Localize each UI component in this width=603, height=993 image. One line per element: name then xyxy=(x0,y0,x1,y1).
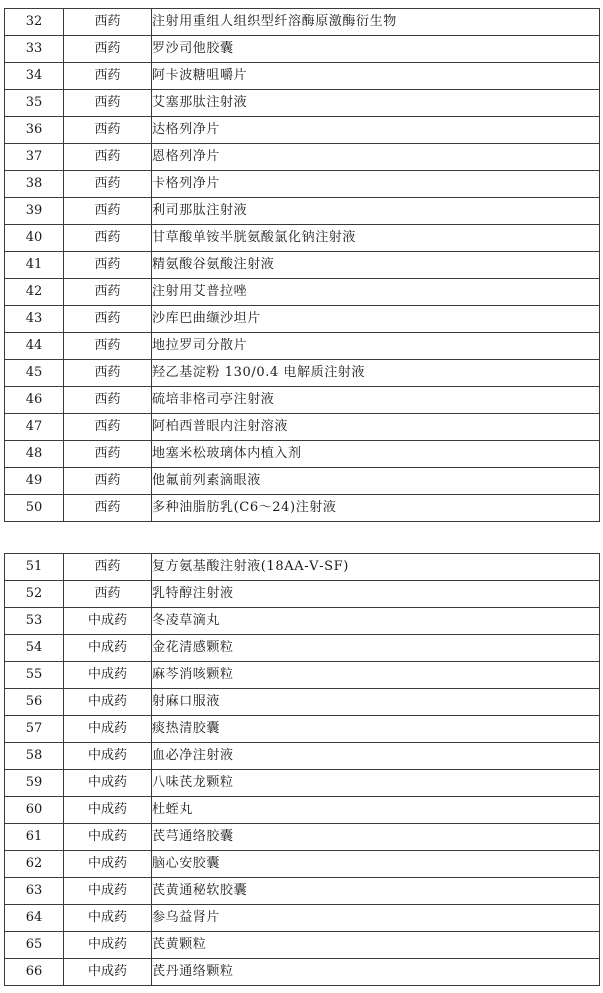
drug-category-cell: 中成药 xyxy=(64,770,152,797)
drug-name-cell: 八味芪龙颗粒 xyxy=(152,770,600,797)
row-number-cell: 42 xyxy=(5,279,64,306)
row-number-cell: 63 xyxy=(5,878,64,905)
drug-name-cell: 痰热清胶囊 xyxy=(152,716,600,743)
drug-category-cell: 中成药 xyxy=(64,824,152,851)
drug-name-cell: 射麻口服液 xyxy=(152,689,600,716)
drug-category-cell: 中成药 xyxy=(64,797,152,824)
drug-category-cell: 西药 xyxy=(64,333,152,360)
drug-category-cell: 西药 xyxy=(64,63,152,90)
drug-name-cell: 羟乙基淀粉 130/0.4 电解质注射液 xyxy=(152,360,600,387)
table-row xyxy=(5,306,600,333)
table-row xyxy=(5,743,600,770)
drug-name-cell: 冬凌草滴丸 xyxy=(152,608,600,635)
drug-category-cell: 西药 xyxy=(64,360,152,387)
drug-category-cell: 西药 xyxy=(64,171,152,198)
drug-category-cell: 西药 xyxy=(64,279,152,306)
drug-name-cell: 金花清感颗粒 xyxy=(152,635,600,662)
drug-name-cell: 复方氨基酸注射液(18AA-Ⅴ-SF) xyxy=(152,554,600,581)
row-number-cell: 48 xyxy=(5,441,64,468)
table-row xyxy=(5,333,600,360)
drug-category-cell: 西药 xyxy=(64,468,152,495)
drug-name-cell: 注射用重组人组织型纤溶酶原激酶衍生物 xyxy=(152,9,600,36)
row-number-cell: 39 xyxy=(5,198,64,225)
row-number-cell: 54 xyxy=(5,635,64,662)
drug-category-cell: 中成药 xyxy=(64,959,152,986)
row-number-cell: 59 xyxy=(5,770,64,797)
row-number-cell: 36 xyxy=(5,117,64,144)
table-row xyxy=(5,495,600,522)
drug-name-cell: 阿卡波糖咀嚼片 xyxy=(152,63,600,90)
drug-category-cell: 西药 xyxy=(64,144,152,171)
row-number-cell: 60 xyxy=(5,797,64,824)
table-row xyxy=(5,225,600,252)
drug-category-cell: 西药 xyxy=(64,36,152,63)
drug-name-cell: 甘草酸单铵半胱氨酸氯化钠注射液 xyxy=(152,225,600,252)
row-number-cell: 44 xyxy=(5,333,64,360)
drug-name-cell: 达格列净片 xyxy=(152,117,600,144)
row-number-cell: 58 xyxy=(5,743,64,770)
table-row xyxy=(5,9,600,36)
drug-category-cell: 中成药 xyxy=(64,932,152,959)
row-number-cell: 47 xyxy=(5,414,64,441)
table-row xyxy=(5,689,600,716)
table-row xyxy=(5,635,600,662)
table-row xyxy=(5,252,600,279)
drug-name-cell: 注射用艾普拉唑 xyxy=(152,279,600,306)
table-row xyxy=(5,198,600,225)
drug-name-cell: 芪芎通络胶囊 xyxy=(152,824,600,851)
drug-category-cell: 中成药 xyxy=(64,905,152,932)
drug-category-cell: 中成药 xyxy=(64,878,152,905)
row-number-cell: 56 xyxy=(5,689,64,716)
row-number-cell: 61 xyxy=(5,824,64,851)
drug-name-cell: 地塞米松玻璃体内植入剂 xyxy=(152,441,600,468)
table-row xyxy=(5,716,600,743)
drug-category-cell: 西药 xyxy=(64,225,152,252)
drug-name-cell: 阿柏西普眼内注射溶液 xyxy=(152,414,600,441)
drug-category-cell: 西药 xyxy=(64,9,152,36)
drug-name-cell: 芪黄颗粒 xyxy=(152,932,600,959)
drug-name-cell: 罗沙司他胶囊 xyxy=(152,36,600,63)
table-row xyxy=(5,581,600,608)
table-row xyxy=(5,90,600,117)
table-row xyxy=(5,117,600,144)
drug-table-lower-body xyxy=(5,554,600,986)
row-number-cell: 37 xyxy=(5,144,64,171)
row-number-cell: 64 xyxy=(5,905,64,932)
drug-name-cell: 利司那肽注射液 xyxy=(152,198,600,225)
drug-name-cell: 沙库巴曲缬沙坦片 xyxy=(152,306,600,333)
drug-name-cell: 乳特醇注射液 xyxy=(152,581,600,608)
row-number-cell: 51 xyxy=(5,554,64,581)
drug-category-cell: 中成药 xyxy=(64,689,152,716)
table-row xyxy=(5,797,600,824)
drug-category-cell: 西药 xyxy=(64,414,152,441)
row-number-cell: 40 xyxy=(5,225,64,252)
row-number-cell: 52 xyxy=(5,581,64,608)
row-number-cell: 38 xyxy=(5,171,64,198)
table-row xyxy=(5,414,600,441)
drug-table-upper xyxy=(4,8,600,522)
drug-category-cell: 中成药 xyxy=(64,635,152,662)
drug-category-cell: 中成药 xyxy=(64,662,152,689)
table-row xyxy=(5,932,600,959)
drug-name-cell: 地拉罗司分散片 xyxy=(152,333,600,360)
drug-name-cell: 多种油脂肪乳(C6～24)注射液 xyxy=(152,495,600,522)
drug-category-cell: 西药 xyxy=(64,90,152,117)
table-row xyxy=(5,770,600,797)
table-row xyxy=(5,554,600,581)
drug-table-upper-body xyxy=(5,9,600,522)
table-row xyxy=(5,878,600,905)
drug-name-cell: 恩格列净片 xyxy=(152,144,600,171)
table-row xyxy=(5,279,600,306)
row-number-cell: 57 xyxy=(5,716,64,743)
row-number-cell: 55 xyxy=(5,662,64,689)
drug-name-cell: 参乌益肾片 xyxy=(152,905,600,932)
table-row xyxy=(5,360,600,387)
drug-name-cell: 硫培非格司亭注射液 xyxy=(152,387,600,414)
drug-category-cell: 西药 xyxy=(64,387,152,414)
drug-category-cell: 中成药 xyxy=(64,716,152,743)
row-number-cell: 65 xyxy=(5,932,64,959)
drug-name-cell: 麻芩消咳颗粒 xyxy=(152,662,600,689)
row-number-cell: 41 xyxy=(5,252,64,279)
drug-category-cell: 西药 xyxy=(64,581,152,608)
table-row xyxy=(5,144,600,171)
drug-category-cell: 西药 xyxy=(64,554,152,581)
table-row xyxy=(5,441,600,468)
table-row xyxy=(5,387,600,414)
drug-category-cell: 中成药 xyxy=(64,608,152,635)
table-row xyxy=(5,608,600,635)
table-row xyxy=(5,36,600,63)
table-row xyxy=(5,905,600,932)
drug-name-cell: 芪黄通秘软胶囊 xyxy=(152,878,600,905)
drug-name-cell: 血必净注射液 xyxy=(152,743,600,770)
row-number-cell: 50 xyxy=(5,495,64,522)
row-number-cell: 34 xyxy=(5,63,64,90)
drug-category-cell: 西药 xyxy=(64,495,152,522)
drug-category-cell: 西药 xyxy=(64,441,152,468)
row-number-cell: 33 xyxy=(5,36,64,63)
table-row xyxy=(5,63,600,90)
row-number-cell: 32 xyxy=(5,9,64,36)
drug-name-cell: 他氟前列素滴眼液 xyxy=(152,468,600,495)
drug-category-cell: 西药 xyxy=(64,306,152,333)
drug-name-cell: 精氨酸谷氨酸注射液 xyxy=(152,252,600,279)
table-row xyxy=(5,171,600,198)
drug-name-cell: 脑心安胶囊 xyxy=(152,851,600,878)
table-row xyxy=(5,959,600,986)
table-row xyxy=(5,824,600,851)
row-number-cell: 46 xyxy=(5,387,64,414)
row-number-cell: 35 xyxy=(5,90,64,117)
drug-category-cell: 西药 xyxy=(64,198,152,225)
drug-name-cell: 芪丹通络颗粒 xyxy=(152,959,600,986)
table-row xyxy=(5,468,600,495)
drug-category-cell: 西药 xyxy=(64,252,152,279)
table-row xyxy=(5,662,600,689)
row-number-cell: 62 xyxy=(5,851,64,878)
drug-table-lower xyxy=(4,553,600,986)
row-number-cell: 45 xyxy=(5,360,64,387)
row-number-cell: 49 xyxy=(5,468,64,495)
drug-name-cell: 卡格列净片 xyxy=(152,171,600,198)
row-number-cell: 66 xyxy=(5,959,64,986)
drug-category-cell: 中成药 xyxy=(64,743,152,770)
drug-category-cell: 西药 xyxy=(64,117,152,144)
drug-category-cell: 中成药 xyxy=(64,851,152,878)
drug-name-cell: 杜蛭丸 xyxy=(152,797,600,824)
row-number-cell: 43 xyxy=(5,306,64,333)
drug-name-cell: 艾塞那肽注射液 xyxy=(152,90,600,117)
row-number-cell: 53 xyxy=(5,608,64,635)
table-row xyxy=(5,851,600,878)
